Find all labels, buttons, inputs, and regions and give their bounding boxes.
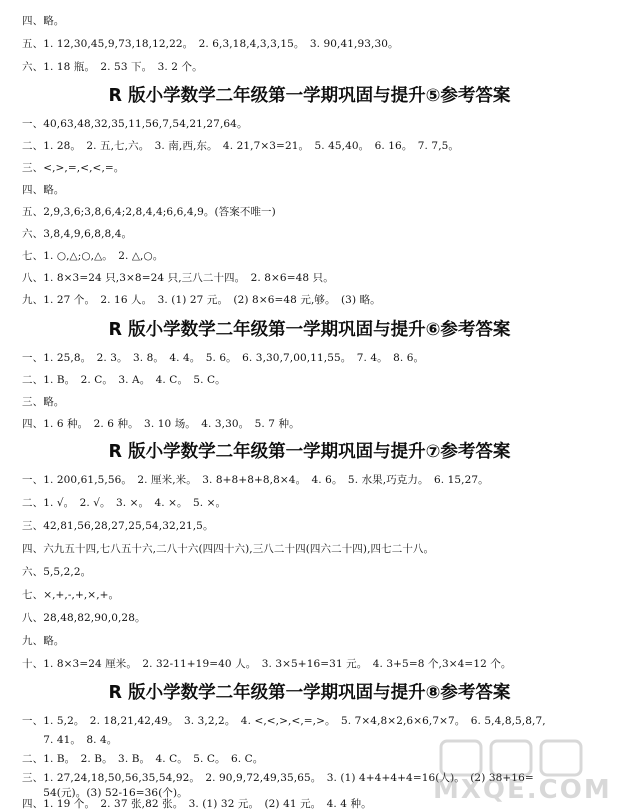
answer-line: 三、1. 27,24,18,50,56,35,54,92。 2. 90,9,72,49,35,65。 3. (1) 4+4+4+4=16(人)。 (2) 38+16= [22,772,534,784]
answer-line: 一、40,63,48,32,35,11,56,7,54,21,27,64。 [22,118,248,130]
answer-line: 二、1. B。 2. C。 3. A。 4. C。 5. C。 [22,374,226,386]
answer-line: 二、1. 28。 2. 五,七,六。 3. 南,西,东。 4. 21,7×3=21。 5. 45,40。 6. 16。 7. 7,5。 [22,140,460,152]
answer-line: 七、1. ○,△;○,△。 2. △,○。 [22,250,164,262]
answer-line: 六、5,5,2,2。 [22,566,92,578]
answer-line: 七、×,+,-,+,×,+。 [22,589,120,601]
answer-line: 五、1. 12,30,45,9,73,18,12,22。 2. 6,3,18,4,3,3,15。 3. 90,41,93,30。 [22,38,399,50]
section-title: R 版小学数学二年级第一学期巩固与提升⑤参考答案 [108,86,511,106]
answer-line: 六、3,8,4,9,6,8,8,4。 [22,228,133,240]
watermark-text: MXQE.COM [433,775,612,805]
answer-line: 7. 41。 8. 4。 [22,734,118,746]
answer-line: 二、1. √。 2. √。 3. ×。 4. ×。 5. ×。 [22,497,227,509]
answer-line: 三、略。 [22,396,65,408]
answer-line: 九、1. 27 个。 2. 16 人。 3. (1) 27 元。 (2) 8×6=48 元,够。 (3) 略。 [22,294,381,306]
answer-line: 五、2,9,3,6;3,8,6,4;2,8,4,4;6,6,4,9。(答案不唯一) [22,206,276,218]
answer-line: 二、1. B。 2. B。 3. B。 4. C。 5. C。 6. C。 [22,753,264,765]
answer-line: 八、1. 8×3=24 只,3×8=24 只,三八二十四。 2. 8×6=48 只。 [22,272,334,284]
section-title: R 版小学数学二年级第一学期巩固与提升⑦参考答案 [108,442,511,462]
answer-line: 八、28,48,82,90,0,28。 [22,612,146,624]
answer-line: 四、1. 6 种。 2. 6 种。 3. 10 场。 4. 3,30。 5. 7 种。 [22,418,300,430]
answer-line: 四、六九五十四,七八五十六,二八十六(四四十六),三八二十四(四六二十四),四七二十八。 [22,543,435,555]
answer-line: 六、1. 18 瓶。 2. 53 下。 3. 2 个。 [22,61,203,73]
answer-line: 三、<,>,=,<,<,=。 [22,162,125,174]
section-title: R 版小学数学二年级第一学期巩固与提升⑥参考答案 [108,320,511,340]
answer-line: 四、1. 19 个。 2. 37 张,82 张。 3. (1) 32 元。 (2) 41 元。 4. 4 种。 [22,798,372,810]
answer-line: 十、1. 8×3=24 厘米。 2. 32-11+19=40 人。 3. 3×5+16=31 元。 4. 3+5=8 个,3×4=12 个。 [22,658,512,670]
answer-line: 四、略。 [22,184,65,196]
answer-line: 一、1. 200,61,5,56。 2. 厘米,米。 3. 8+8+8+8,8×4。 4. 6。 5. 水果,巧克力。 6. 15,27。 [22,474,489,486]
answer-line: 九、略。 [22,635,65,647]
answer-line: 四、略。 [22,15,65,27]
answer-line: 一、1. 25,8。 2. 3。 3. 8。 4. 4。 5. 6。 6. 3,30,7,00,11,55。 7. 4。 8. 6。 [22,352,425,364]
section-title: R 版小学数学二年级第一学期巩固与提升⑧参考答案 [108,683,511,703]
answer-line: 54(元)。(3) 52-16=36(个)。 [22,787,188,799]
answer-line: 一、1. 5,2。 2. 18,21,42,49。 3. 3,2,2。 4. <,<,>,<,=,>。 5. 7×4,8×2,6×6,7×7。 6. 5,4,8,5,8,7, [22,715,546,727]
answer-line: 三、42,81,56,28,27,25,54,32,21,5。 [22,520,214,532]
